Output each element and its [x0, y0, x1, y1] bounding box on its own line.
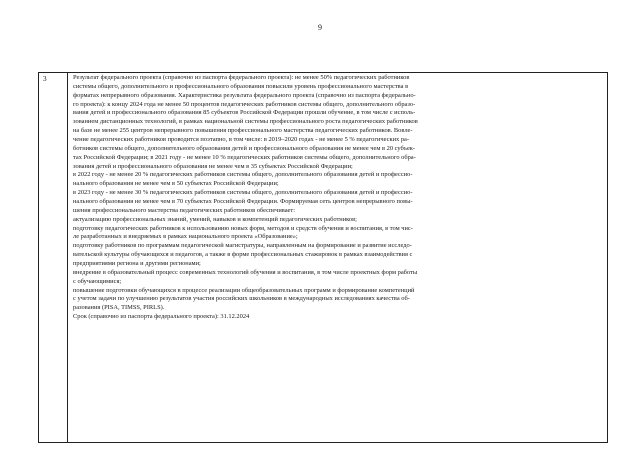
- text-line: с обучающимися;: [73, 277, 122, 285]
- text-line: ботников системы общего, дополнительного образования детей и профессионального образования не менее чем в 20 субъек-: [73, 144, 416, 152]
- text-line: шения профессионального мастерства педагогических работников обеспечивает:: [73, 206, 295, 214]
- text-line: в 2023 году - не менее 30 % педагогических работников системы общего, дополнительного образования детей и профессио-: [73, 189, 413, 197]
- text-line: подготовку педагогических работников к использованию новых форм, методов и средств обучения и воспитания, в том чис-: [73, 224, 413, 232]
- document-table: [38, 72, 608, 443]
- column-divider: [67, 73, 68, 442]
- text-line: актуализацию профессиональных знаний, умений, навыков и компетенций педагогических работников;: [73, 215, 357, 223]
- text-line: тах Российской Федерации; в 2021 году - не менее 10 % педагогических работников системы общего, дополнительного обра-: [73, 153, 416, 161]
- text-line: подготовку работников по программам педагогической магистратуры, направленным на формирование и развитие исследо-: [73, 242, 412, 250]
- row-content: [73, 74, 603, 322]
- text-line: вания детей и профессионального образования 85 субъектов Российской Федерации прошли обучение, в том числе с исполь-: [73, 109, 416, 117]
- text-line: го проекта): к концу 2024 года не менее 50 процентов педагогических работников системы общего, дополнительного образо-: [73, 100, 416, 108]
- text-line: в 2022 году - не менее 20 % педагогических работников системы общего, дополнительного образования детей и профессио-: [73, 171, 413, 179]
- text-line: форматах непрерывного образования. Характеристика результата федерального проекта (справочно из паспорта федерально-: [73, 91, 416, 99]
- text-line: с учетом задачи по улучшению результатов участия российских школьников в международных исследованиях качества об-: [73, 295, 410, 303]
- text-line: зования детей и профессионального образования не менее чем в 35 субъектах Российской Федерации;: [73, 162, 353, 170]
- page-number: 9: [318, 23, 322, 32]
- text-line: внедрение в образовательный процесс современных технологий обучения и воспитания, в том числе проектных форм работы: [73, 268, 418, 276]
- text-line: вательской культуры обучающихся и педагогов, а также в форме профессиональных стажировок в рамках взаимодействия с: [73, 251, 413, 259]
- text-line: зованием дистанционных технологий, в рамках национальной системы профессионального роста педагогических работников: [73, 118, 418, 126]
- text-line: разования (PISA, TIMSS, PIRLS).: [73, 304, 165, 312]
- text-line: Результат федерального проекта (справочно из паспорта федерального проекта): не менее 50% педагогических работников: [73, 74, 410, 81]
- text-line: повышение подготовки обучающихся в процессе реализации общеобразовательных программ и формирование компетенций: [73, 286, 415, 294]
- text-line: системы общего, дополнительного и профессионального образования повысили уровень профессионального мастерства в: [73, 82, 409, 90]
- text-line: чение педагогических работников проводится поэтапно, в том числе: в 2019–2020 годах - не менее 5 % педагогических ра-: [73, 136, 410, 144]
- row-number: 3: [43, 75, 47, 83]
- text-line: предприятиями региона и другими регионами;: [73, 260, 201, 268]
- text-line: на базе не менее 255 центров непрерывного повышения профессионального мастерства педагогических работников. Вовле-: [73, 127, 413, 135]
- text-line: нального образования не менее чем в 50 субъектах Российской Федерации;: [73, 180, 279, 188]
- text-line: нального образования не менее чем в 70 субъектах Российской Федерации. Формируемая сеть центров непрерывного повы-: [73, 198, 413, 206]
- text-line: Срок (справочно из паспорта федерального проекта): 31.12.2024: [73, 313, 250, 321]
- text-line: ле разработанных и внедряемых в рамках национального проекта «Образование»;: [73, 233, 298, 241]
